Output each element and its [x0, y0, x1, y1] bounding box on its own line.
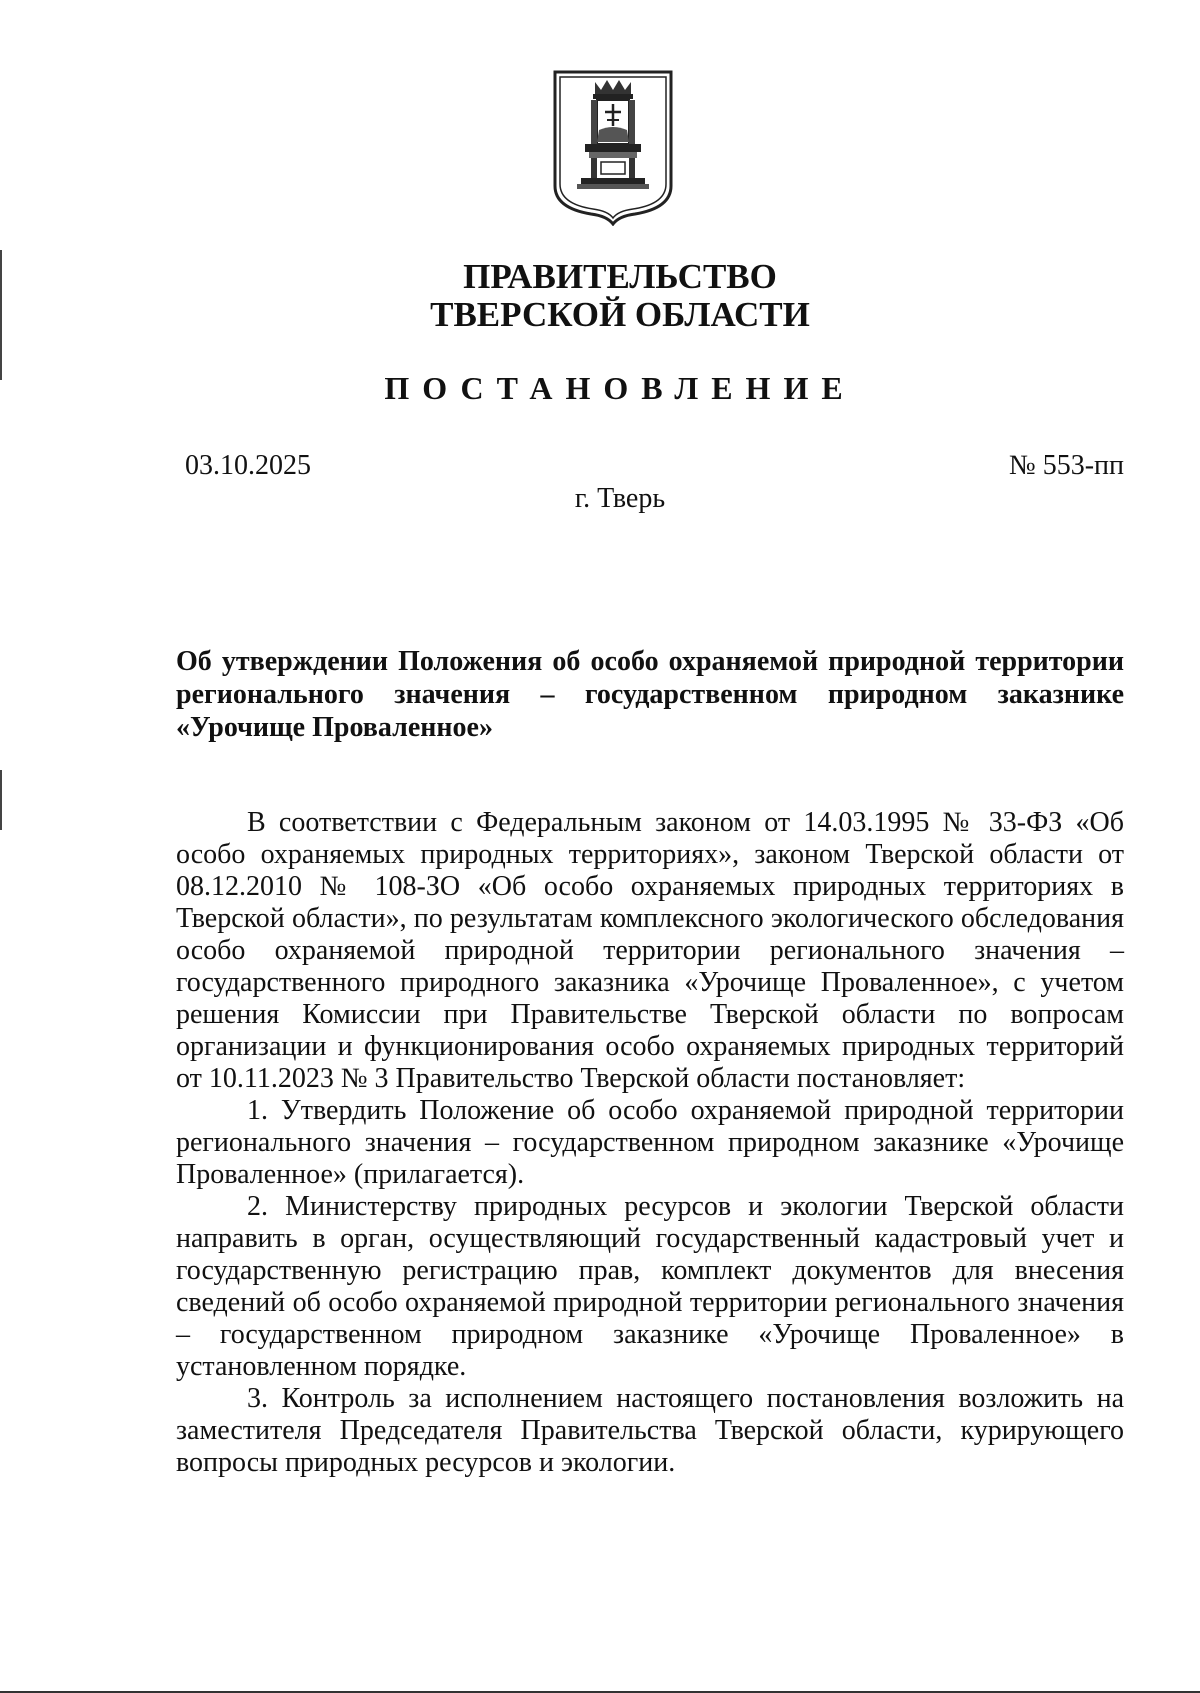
scan-edge-mark [0, 770, 2, 830]
document-city: г. Тверь [574, 483, 666, 514]
government-name-line1: ПРАВИТЕЛЬСТВО [463, 257, 777, 296]
decree-item: 1. Утвердить Положение об особо охраняемой природной территории регионального значения – государственном природном заказнике «Урочище Проваленное» (прилагается). [176, 1095, 1124, 1190]
decree-item: 2. Министерству природных ресурсов и экологии Тверской области направить в орган, осуществляющий государственный кадастровый учет и государственную регистрацию прав, комплект документов для внесения сведений об особо охраняемой природной территории регионального значения – государственном природном заказнике «Урочище Проваленное» в установленном порядке. [176, 1191, 1124, 1382]
preamble-paragraph: В соответствии с Федеральным законом от 14.03.1995 № 33-ФЗ «Об особо охраняемых природных территориях», законом Тверской области от 08.12.2010 № 108-ЗО «Об особо охраняемых природных территориях в Тверской области», по результатам комплексного экологического обследования особо охраняемой природной территории регионального значения – государственного природного заказника «Урочище Проваленное», с учетом решения Комиссии при Правительстве Тверской области по вопросам организации и функционирования особо охраняемых природных территорий от 10.11.2023 № 3 Правительство Тверской области постановляет: [176, 807, 1124, 1094]
government-name [0, 258, 1200, 334]
decree-item: 3. Контроль за исполнением настоящего постановления возложить на заместителя Председателя Правительства Тверской области, курирующего вопросы природных ресурсов и экологии. [176, 1383, 1124, 1478]
document-number: № 553-пп [1008, 450, 1124, 481]
document-subject: Об утверждении Положения об особо охраняемой природной территории регионального значения – государственном природном заказнике «Урочище Проваленное» [176, 646, 1124, 743]
document-body [176, 807, 1124, 1479]
document-date: 03.10.2025 [185, 450, 311, 481]
coat-of-arms-icon [551, 68, 675, 226]
government-name-line2: ТВЕРСКОЙ ОБЛАСТИ [430, 295, 810, 334]
document-type: ПОСТАНОВЛЕНИЕ [384, 370, 856, 406]
